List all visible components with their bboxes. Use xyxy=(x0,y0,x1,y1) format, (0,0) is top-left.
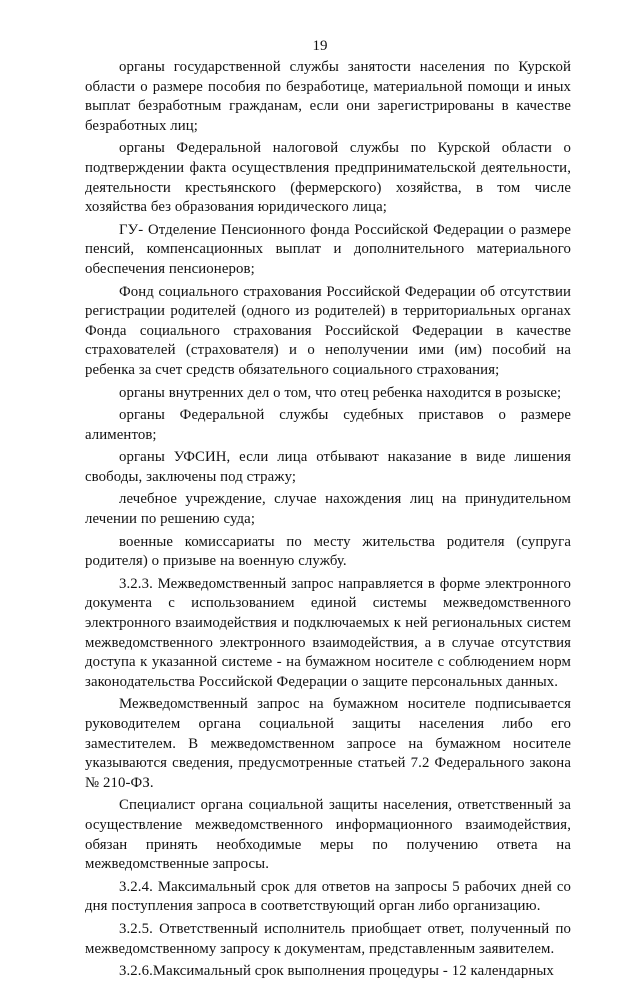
document-body xyxy=(85,58,571,982)
paragraph-medical-institution: лечебное учреждение, случае нахождения лиц на принудительном лечении по решению суда; xyxy=(85,491,571,528)
paragraph-pension-fund: ГУ- Отделение Пенсионного фонда Российской Федерации о размере пенсий, компенсационных выплат и дополнительного материального обеспечения пенсионеров; xyxy=(85,221,571,277)
paragraph-3-2-6: 3.2.6.Максимальный срок выполнения процедуры - 12 календарных xyxy=(119,963,554,980)
paragraph-internal-affairs: органы внутренних дел о том, что отец ребенка находится в розыске; xyxy=(119,384,562,401)
paragraph-bailiffs-service: органы Федеральной службы судебных приставов о размере алиментов; xyxy=(85,407,571,443)
paragraph-paper-request: Межведомственный запрос на бумажном носителе подписывается руководителем органа социальной защиты населения либо его заместителем. В межведомственном запросе на бумажном носителе указываются сведения, предусмотренные статьей 7.2 Федерального закона № 210-ФЗ. xyxy=(85,696,571,791)
paragraph-3-2-3: 3.2.3. Межведомственный запрос направляется в форме электронного документа с использованием единой системы межведомственного электронного взаимодействия и подключаемых к ней региональных систем межведомственного электронного взаимодействия, а в случае отсутствия доступа к указанной системе - на бумажном носителе с соблюдением норм законодательства Российской Федерации о защите персональных данных. xyxy=(85,575,571,690)
paragraph-employment-service: органы государственной службы занятости населения по Курской области о размере пособия по безработице, материальной помощи и иных выплат безработным гражданам, если они зарегистрированы в качестве безработных лиц; xyxy=(85,59,571,134)
paragraph-specialist: Специалист органа социальной защиты населения, ответственный за осуществление межведомственного информационного взаимодействия, обязан принять необходимые меры по получению ответа на межведомственные запросы. xyxy=(85,797,571,873)
page-number: 19 xyxy=(312,38,328,54)
paragraph-social-insurance-fund: Фонд социального страхования Российской Федерации об отсутствии регистрации родителей (одного из родителей) в территориальных органах Фонда социального страхования Российской Федерации в качестве страхователей (страхователя) и о неполучении ими (им) пособий на ребенка за счет средств обязательного социального страхования; xyxy=(85,283,571,378)
paragraph-3-2-4: 3.2.4. Максимальный срок для ответов на запросы 5 рабочих дней со дня поступления запроса в соответствующий орган либо организацию. xyxy=(85,878,571,915)
paragraph-3-2-5: 3.2.5. Ответственный исполнитель приобщает ответ, полученный по межведомственному запросу к документам, представленным заявителем. xyxy=(85,920,571,957)
paragraph-tax-service: органы Федеральной налоговой службы по Курской области о подтверждении факта осуществления предпринимательской деятельности, деятельности крестьянского (фермерского) хозяйства, в том числе хозяйства без образования юридического лица; xyxy=(85,140,571,216)
paragraph-military-commissariats: военные комиссариаты по месту жительства родителя (супруга родителя) о призыве на военную службу. xyxy=(85,533,571,570)
paragraph-penitentiary-service: органы УФСИН, если лица отбывают наказание в виде лишения свободы, заключены под стражу; xyxy=(85,449,571,485)
